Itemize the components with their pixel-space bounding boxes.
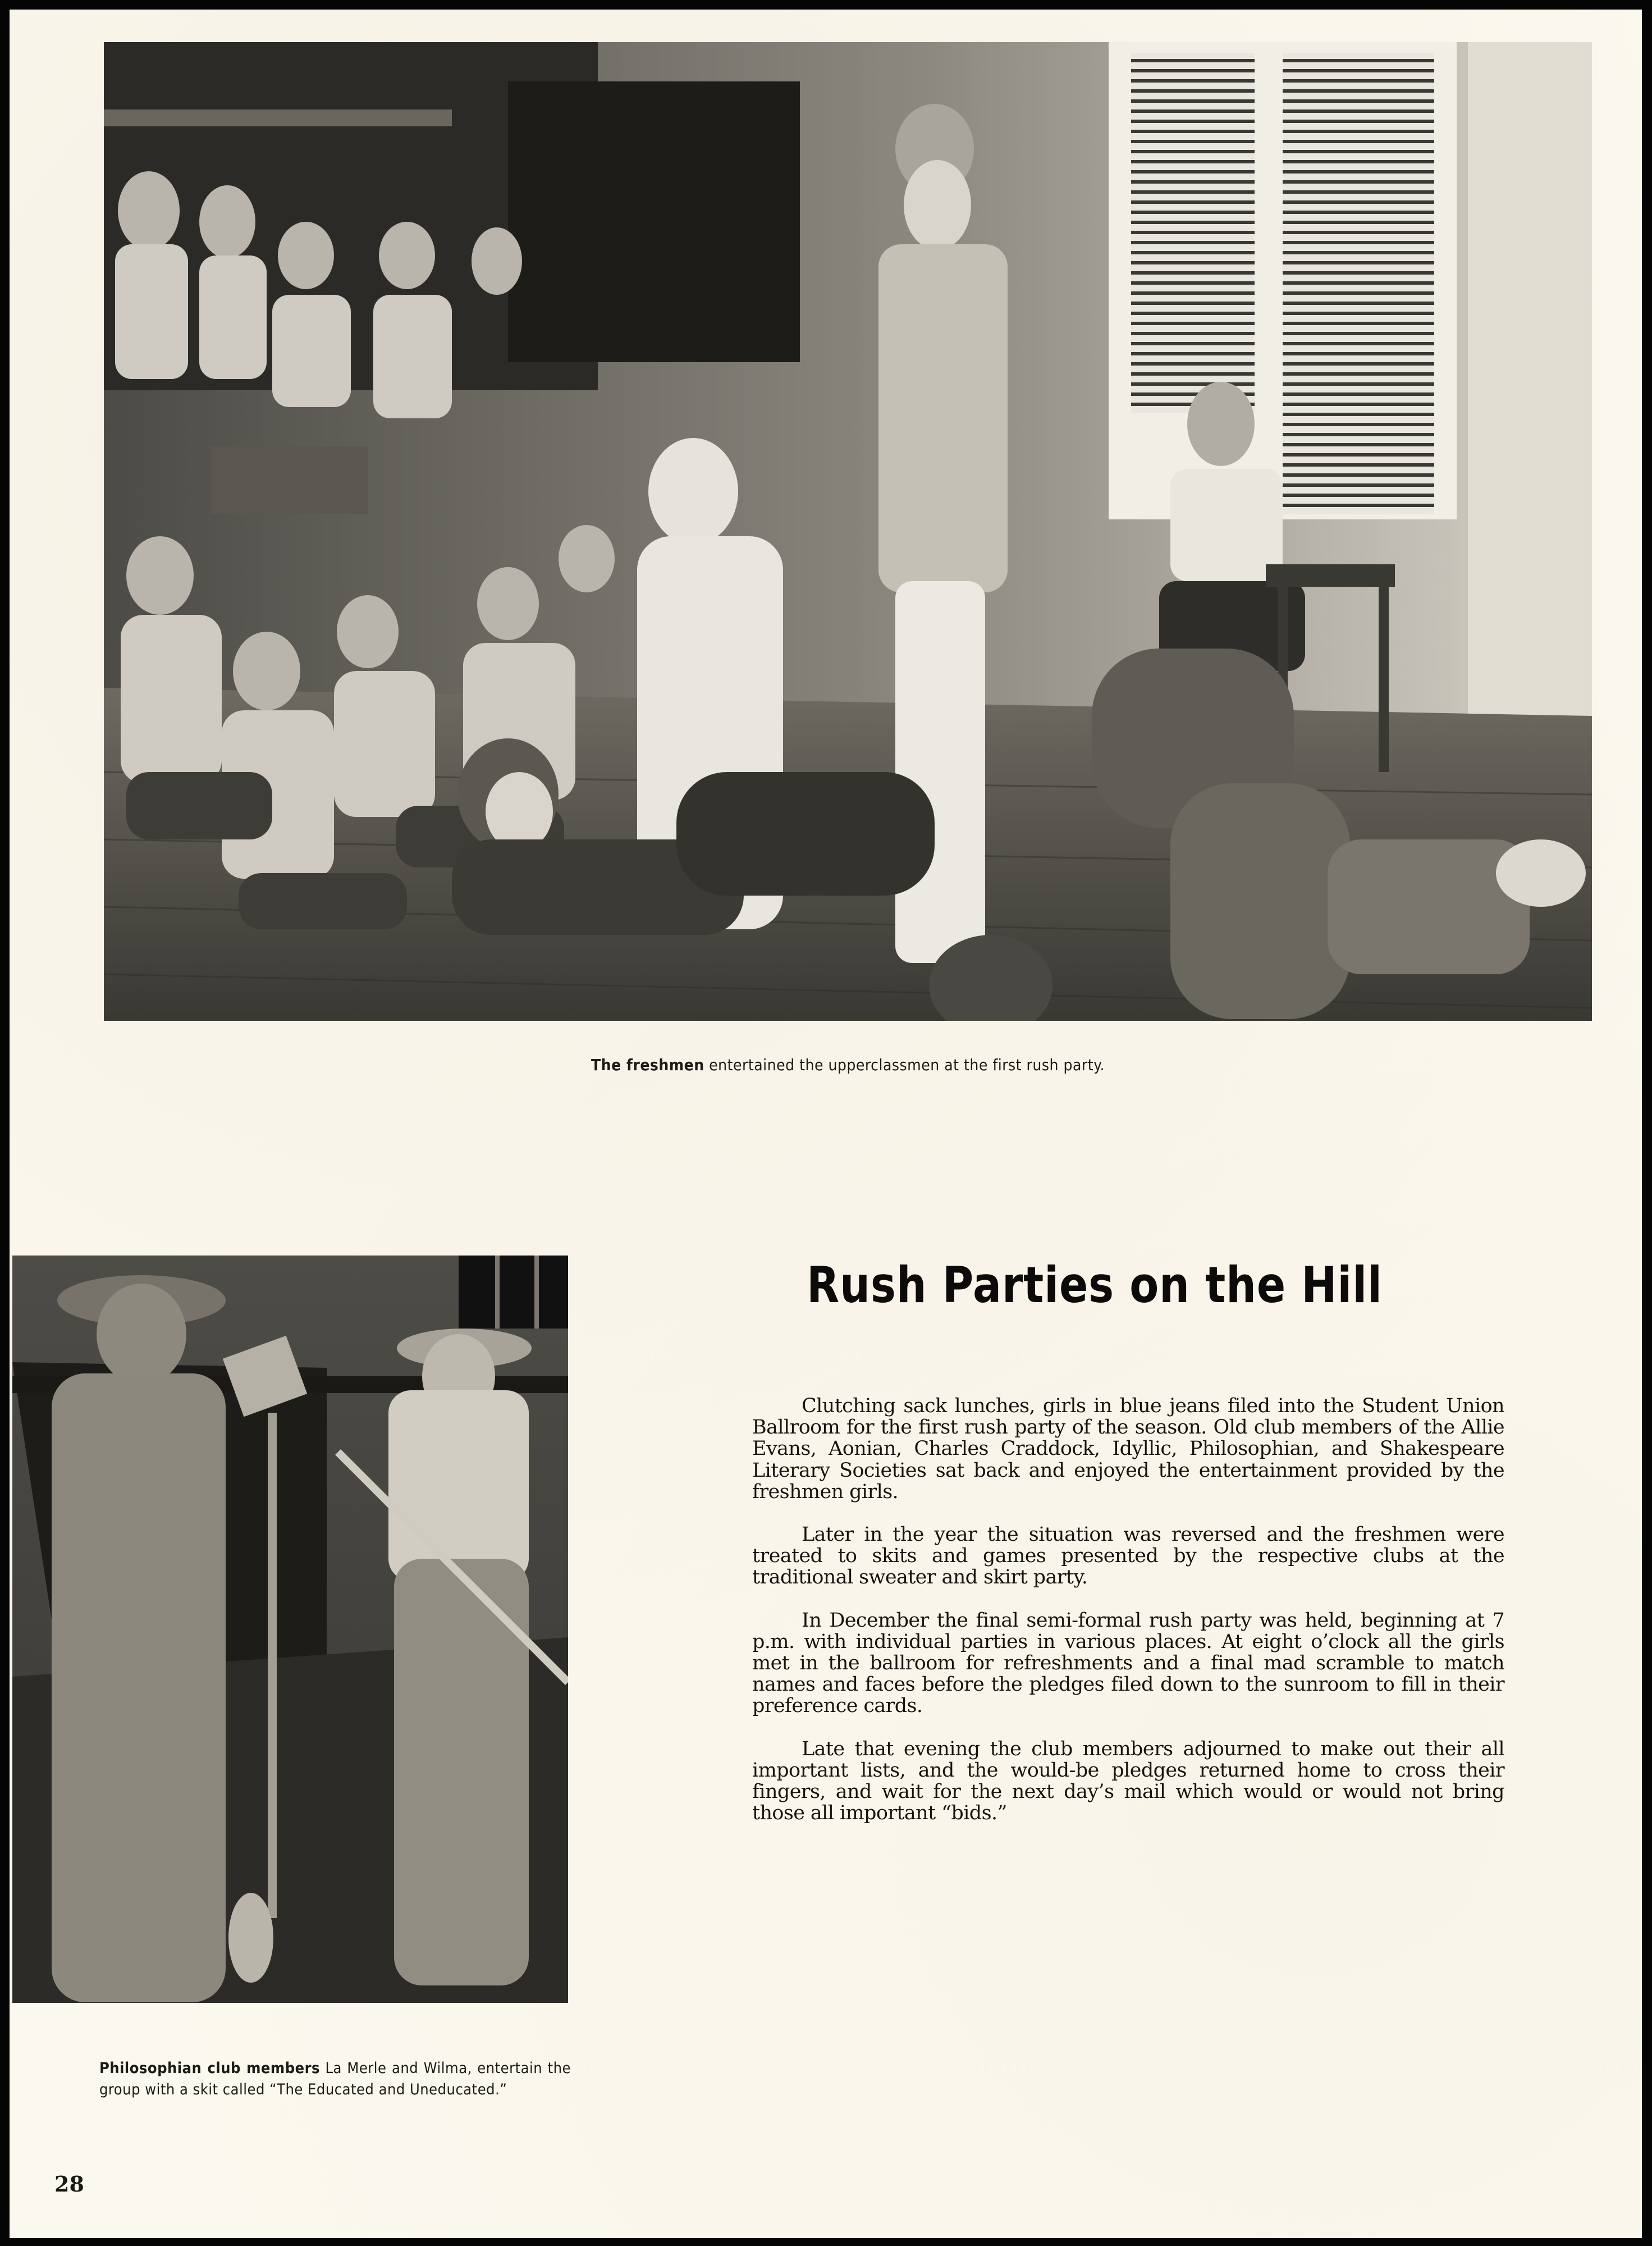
article-headline: Rush Parties on the Hill xyxy=(807,1256,1383,1314)
philosophian-skit-photo xyxy=(12,1256,568,2003)
photo-illustration xyxy=(12,1256,568,2003)
caption-lead: Philosophian club members xyxy=(99,2060,321,2077)
article-paragraph: Later in the year the situation was reversed and the freshmen were treated to skits and games presented by the respective clubs at the traditional sweater and skirt party. xyxy=(752,1523,1504,1589)
photo-illustration xyxy=(104,42,1592,1021)
article-paragraph: In December the final semi-formal rush party was held, beginning at 7 p.m. with individual parties in various places. At eight o’clock all the girls met in the ballroom for refreshments and a final mad scramble to match names and faces before the pledges filed down to the sunroom to fill in their preference cards. xyxy=(752,1609,1504,1718)
caption-lead: The freshmen xyxy=(591,1056,704,1074)
left-photo-caption xyxy=(99,2058,571,2101)
freshmen-skit-photo xyxy=(104,42,1592,1021)
article-body xyxy=(752,1395,1504,1845)
article-paragraph: Clutching sack lunches, girls in blue jeans filed into the Student Union Ballroom for the first rush party of the season. Old club members of the Allie Evans, Aonian, Charles Craddock, Idyllic, Philosophian, and Shakespeare Literary Societies sat back and enjoyed the entertainment provided by the freshmen girls. xyxy=(752,1395,1504,1503)
caption-text: La Merle and Wilma, entertain the group with a skit called “The Educated and Uneducated.” xyxy=(99,2060,571,2098)
article-paragraph: Late that evening the club members adjourned to make out their all important lists, and the would-be pledges returned home to cross their fingers, and wait for the next day’s mail which would or would not bring those all important “bids.” xyxy=(752,1737,1504,1825)
page-number: 28 xyxy=(54,2171,84,2197)
yearbook-page xyxy=(10,10,1642,2238)
caption-text: entertained the upperclassmen at the first rush party. xyxy=(704,1056,1105,1074)
top-photo-caption xyxy=(104,1055,1592,1075)
